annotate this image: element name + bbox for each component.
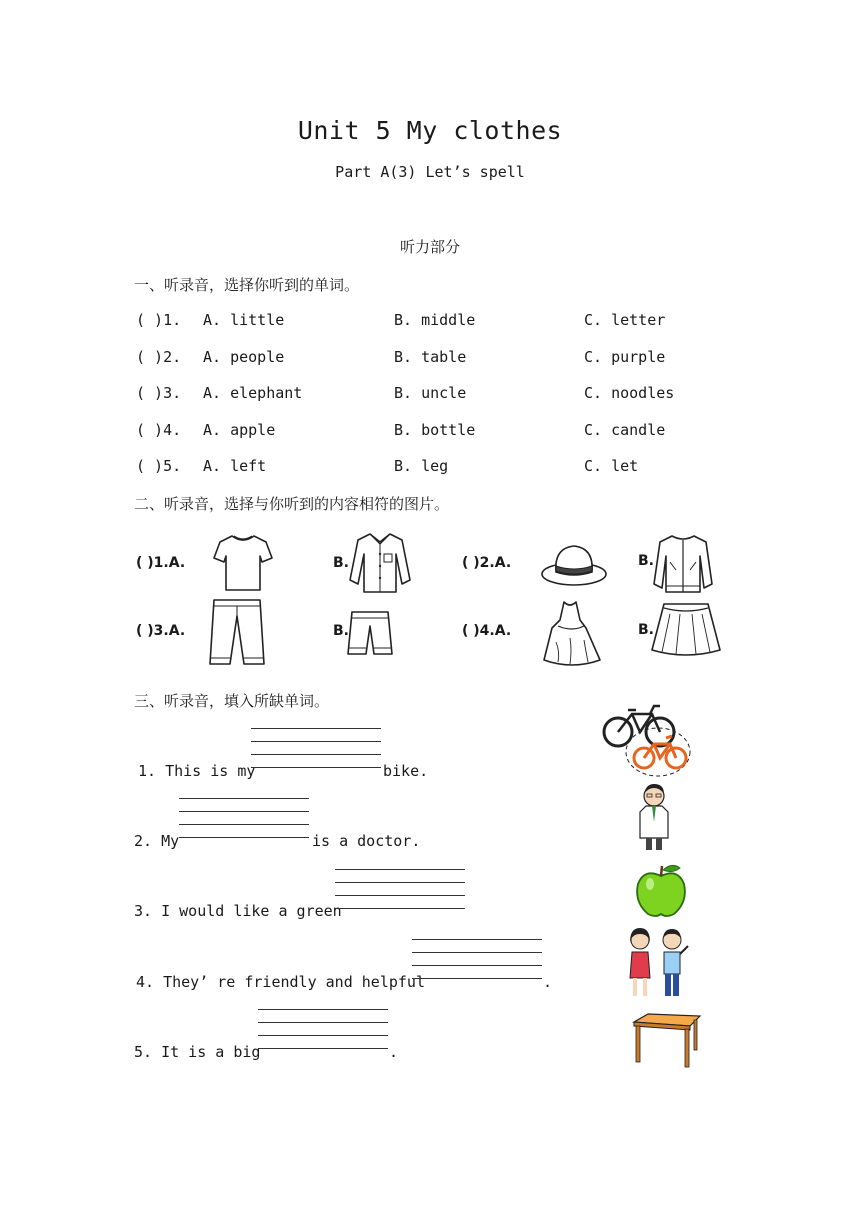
t-shirt-icon bbox=[212, 532, 274, 594]
table-icon bbox=[630, 1010, 702, 1070]
dress-icon bbox=[540, 598, 604, 670]
fill-sentence-4-start: 4. They’ re friendly and helpful bbox=[136, 973, 425, 991]
blank-lines bbox=[179, 798, 309, 850]
section1-heading: 一、听录音，选择你听到的单词。 bbox=[134, 276, 360, 294]
hat-icon bbox=[540, 540, 608, 588]
fill-sentence-4-end: . bbox=[543, 973, 553, 991]
option-b: B. table bbox=[394, 348, 467, 366]
jacket-icon bbox=[650, 532, 716, 596]
question-number: ( )1. bbox=[136, 311, 182, 329]
shirt-icon bbox=[346, 530, 414, 596]
picture-question-4: ( )4.A. bbox=[462, 623, 512, 639]
option-b-label: B. bbox=[638, 622, 654, 638]
fill-sentence-1-end: bike. bbox=[383, 762, 429, 780]
section2-heading: 二、听录音，选择与你听到的内容相符的图片。 bbox=[134, 495, 450, 513]
option-a: A. little bbox=[203, 311, 285, 329]
doctor-icon bbox=[634, 782, 674, 854]
option-b-label: B. bbox=[333, 555, 349, 571]
picture-question-3: ( )3.A. bbox=[136, 623, 186, 639]
option-a: A. elephant bbox=[203, 384, 303, 402]
blank-lines bbox=[251, 728, 381, 780]
option-b-label: B. bbox=[333, 623, 349, 639]
fill-sentence-5-start: 5. It is a big bbox=[134, 1043, 261, 1061]
bicycles-icon bbox=[600, 700, 696, 780]
option-a: A. people bbox=[203, 348, 285, 366]
blank-lines bbox=[258, 1009, 388, 1061]
option-b-label: B. bbox=[638, 553, 654, 569]
question-number: ( )4. bbox=[136, 421, 182, 439]
option-c: C. let bbox=[584, 457, 639, 475]
blank-lines bbox=[412, 939, 542, 991]
option-a: A. left bbox=[203, 457, 267, 475]
question-number: ( )5. bbox=[136, 457, 182, 475]
picture-question-1: ( )1.A. bbox=[136, 555, 186, 571]
skirt-icon bbox=[650, 598, 722, 660]
page-subtitle: Part A(3) Let’s spell bbox=[335, 163, 525, 181]
listening-header: 听力部分 bbox=[399, 238, 460, 256]
option-b: B. bottle bbox=[394, 421, 476, 439]
fill-sentence-3-start: 3. I would like a green bbox=[134, 902, 342, 920]
fill-sentence-2-start: 2. My bbox=[134, 832, 180, 850]
green-apple-icon bbox=[632, 862, 690, 920]
option-c: C. noodles bbox=[584, 384, 675, 402]
question-number: ( )2. bbox=[136, 348, 182, 366]
option-a: A. apple bbox=[203, 421, 276, 439]
blank-lines bbox=[335, 869, 465, 921]
option-c: C. purple bbox=[584, 348, 666, 366]
shorts-icon bbox=[346, 608, 394, 660]
option-c: C. candle bbox=[584, 421, 666, 439]
two-people-icon bbox=[622, 926, 694, 1002]
pants-icon bbox=[206, 596, 268, 668]
fill-sentence-2-end: is a doctor. bbox=[312, 832, 421, 850]
option-b: B. middle bbox=[394, 311, 476, 329]
page-title: Unit 5 My clothes bbox=[297, 116, 563, 145]
option-b: B. leg bbox=[394, 457, 449, 475]
section3-heading: 三、听录音，填入所缺单词。 bbox=[134, 692, 330, 710]
option-b: B. uncle bbox=[394, 384, 467, 402]
picture-question-2: ( )2.A. bbox=[462, 555, 512, 571]
question-number: ( )3. bbox=[136, 384, 182, 402]
option-c: C. letter bbox=[584, 311, 666, 329]
fill-sentence-5-end: . bbox=[389, 1043, 399, 1061]
fill-sentence-1-start: 1. This is my bbox=[138, 762, 256, 780]
